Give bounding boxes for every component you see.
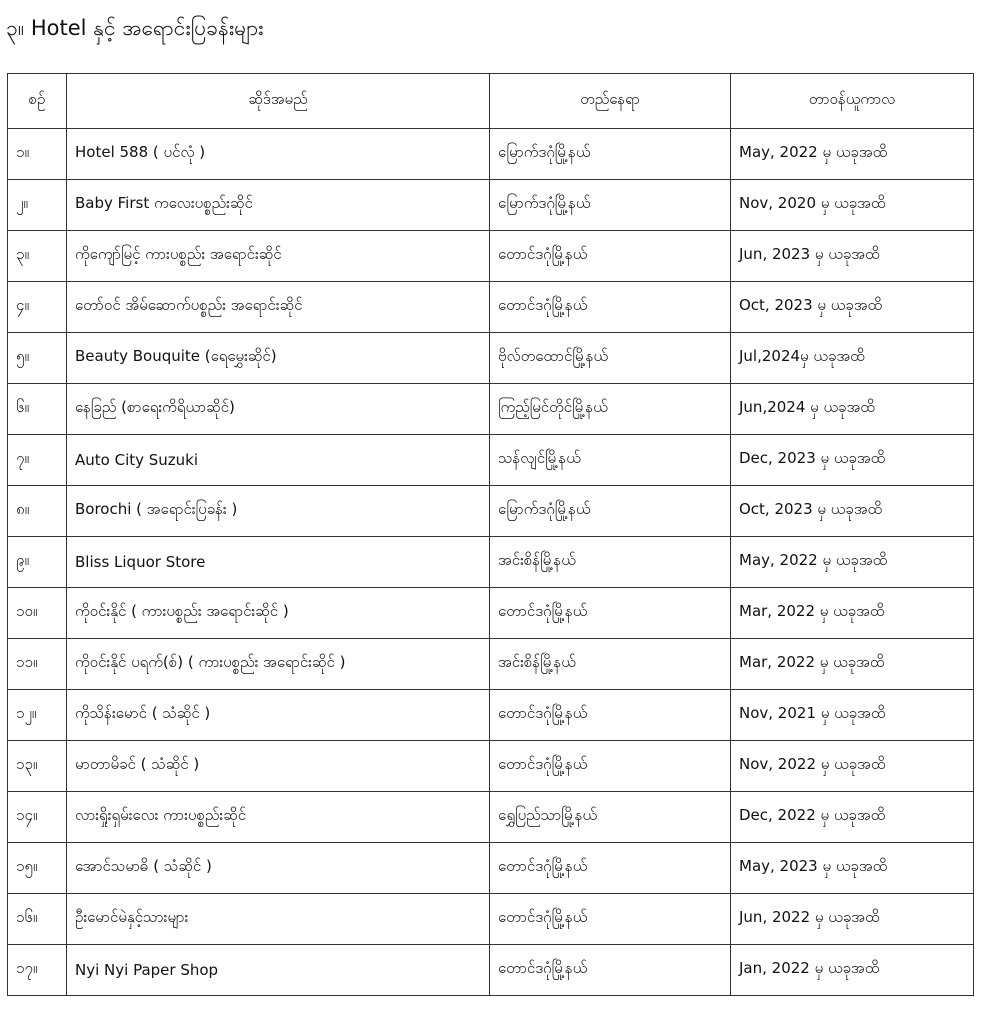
- cell-period: Jun, 2023 မှ ယခုအထိ: [731, 231, 974, 282]
- table-row: [8, 843, 974, 894]
- cell-period: Dec, 2023 မှ ယခုအထိ: [731, 435, 974, 486]
- cell-location: မြောက်ဒဂုံမြို့နယ်: [490, 486, 731, 537]
- cell-site-name: Hotel 588 ( ပင်လုံ ): [67, 129, 490, 180]
- cell-period: Nov, 2021 မှ ယခုအထိ: [731, 690, 974, 741]
- cell-site-name: ကိုသိန်းမောင် ( သံဆိုင် ): [67, 690, 490, 741]
- cell-serial: ၁၂။: [8, 690, 67, 741]
- cell-location: တောင်ဒဂုံမြို့နယ်: [490, 843, 731, 894]
- cell-site-name: နေခြည် (စာရေးကိရိယာဆိုင်): [67, 384, 490, 435]
- cell-site-name: ကိုကျော်မြင့် ကားပစ္စည်း အရောင်းဆိုင်: [67, 231, 490, 282]
- cell-serial: ၁၆။: [8, 894, 67, 945]
- cell-serial: ၁၄။: [8, 792, 67, 843]
- cell-location: တောင်ဒဂုံမြို့နယ်: [490, 894, 731, 945]
- cell-serial: ၁၁။: [8, 639, 67, 690]
- cell-location: တောင်ဒဂုံမြို့နယ်: [490, 741, 731, 792]
- table-row: [8, 588, 974, 639]
- cell-site-name: Bliss Liquor Store: [67, 537, 490, 588]
- cell-serial: ၈။: [8, 486, 67, 537]
- table-row: [8, 231, 974, 282]
- cell-period: May, 2022 မှ ယခုအထိ: [731, 537, 974, 588]
- cell-serial: ၁။: [8, 129, 67, 180]
- table-row: [8, 537, 974, 588]
- header-location: တည်နေရာ: [490, 74, 731, 129]
- cell-serial: ၁၅။: [8, 843, 67, 894]
- cell-period: Jun,2024 မှ ယခုအထိ: [731, 384, 974, 435]
- cell-site-name: Auto City Suzuki: [67, 435, 490, 486]
- cell-period: Jan, 2022 မှ ယခုအထိ: [731, 945, 974, 996]
- cell-serial: ၄။: [8, 282, 67, 333]
- cell-serial: ၉။: [8, 537, 67, 588]
- cell-site-name: အောင်သမာဓိ ( သံဆိုင် ): [67, 843, 490, 894]
- table-row: [8, 435, 974, 486]
- cell-location: မြောက်ဒဂုံမြို့နယ်: [490, 180, 731, 231]
- cell-location: ကြည့်မြင်တိုင်မြို့နယ်: [490, 384, 731, 435]
- cell-serial: ၂။: [8, 180, 67, 231]
- cell-site-name: Beauty Bouquite (ရေမွှေးဆိုင်): [67, 333, 490, 384]
- cell-serial: ၁၀။: [8, 588, 67, 639]
- cell-serial: ၃။: [8, 231, 67, 282]
- table-row: [8, 894, 974, 945]
- cell-location: သန်လျင်မြို့နယ်: [490, 435, 731, 486]
- table-row: [8, 690, 974, 741]
- table-row: [8, 741, 974, 792]
- cell-location: အင်းစိန်မြို့နယ်: [490, 537, 731, 588]
- table-row: [8, 486, 974, 537]
- table-row: [8, 129, 974, 180]
- cell-serial: ၇။: [8, 435, 67, 486]
- section-heading: ၃။ Hotel နှင့် အရောင်းပြခန်းများ: [6, 16, 264, 40]
- cell-location: မြောက်ဒဂုံမြို့နယ်: [490, 129, 731, 180]
- cell-period: Mar, 2022 မှ ယခုအထိ: [731, 588, 974, 639]
- cell-site-name: လားရှိုးရှမ်းလေး ကားပစ္စည်းဆိုင်: [67, 792, 490, 843]
- header-period: တာဝန်ယူကာလ: [731, 74, 974, 129]
- table-row: [8, 180, 974, 231]
- cell-serial: ၁၇။: [8, 945, 67, 996]
- table-row: [8, 333, 974, 384]
- cell-period: Oct, 2023 မှ ယခုအထိ: [731, 486, 974, 537]
- cell-period: Jul,2024မှ ယခုအထိ: [731, 333, 974, 384]
- cell-location: တောင်ဒဂုံမြို့နယ်: [490, 282, 731, 333]
- header-site-name: ဆိုဒ်အမည်: [67, 74, 490, 129]
- cell-serial: ၆။: [8, 384, 67, 435]
- cell-serial: ၅။: [8, 333, 67, 384]
- cell-site-name: Baby First ကလေးပစ္စည်းဆိုင်: [67, 180, 490, 231]
- sites-table: [7, 73, 974, 996]
- cell-period: Nov, 2020 မှ ယခုအထိ: [731, 180, 974, 231]
- cell-period: Oct, 2023 မှ ယခုအထိ: [731, 282, 974, 333]
- cell-period: Nov, 2022 မှ ယခုအထိ: [731, 741, 974, 792]
- table-row: [8, 384, 974, 435]
- table-row: [8, 792, 974, 843]
- table-header-row: [8, 74, 974, 129]
- cell-location: တောင်ဒဂုံမြို့နယ်: [490, 945, 731, 996]
- cell-site-name: ဦးမောင်မဲနှင့်သားများ: [67, 894, 490, 945]
- cell-location: တောင်ဒဂုံမြို့နယ်: [490, 690, 731, 741]
- table-row: [8, 945, 974, 996]
- table-row: [8, 639, 974, 690]
- cell-site-name: Borochi ( အရောင်းပြခန်း ): [67, 486, 490, 537]
- cell-period: May, 2022 မှ ယခုအထိ: [731, 129, 974, 180]
- cell-site-name: တော်ဝင် အိမ်ဆောက်ပစ္စည်း အရောင်းဆိုင်: [67, 282, 490, 333]
- cell-period: Mar, 2022 မှ ယခုအထိ: [731, 639, 974, 690]
- cell-site-name: ကိုဝင်းနိုင် ( ကားပစ္စည်း အရောင်းဆိုင် ): [67, 588, 490, 639]
- table-row: [8, 282, 974, 333]
- cell-period: Jun, 2022 မှ ယခုအထိ: [731, 894, 974, 945]
- cell-location: အင်းစိန်မြို့နယ်: [490, 639, 731, 690]
- cell-site-name: ကိုဝင်းနိုင် ပရက်(စ်) ( ကားပစ္စည်း အရောင်းဆိုင် ): [67, 639, 490, 690]
- cell-serial: ၁၃။: [8, 741, 67, 792]
- cell-location: ရွှေပြည်သာမြို့နယ်: [490, 792, 731, 843]
- cell-location: တောင်ဒဂုံမြို့နယ်: [490, 231, 731, 282]
- cell-period: May, 2023 မှ ယခုအထိ: [731, 843, 974, 894]
- cell-site-name: Nyi Nyi Paper Shop: [67, 945, 490, 996]
- table-body: [8, 129, 974, 996]
- cell-period: Dec, 2022 မှ ယခုအထိ: [731, 792, 974, 843]
- cell-location: တောင်ဒဂုံမြို့နယ်: [490, 588, 731, 639]
- cell-site-name: မာတာမိခင် ( သံဆိုင် ): [67, 741, 490, 792]
- header-serial: စဉ်: [8, 74, 67, 129]
- cell-location: ဗိုလ်တထောင်မြို့နယ်: [490, 333, 731, 384]
